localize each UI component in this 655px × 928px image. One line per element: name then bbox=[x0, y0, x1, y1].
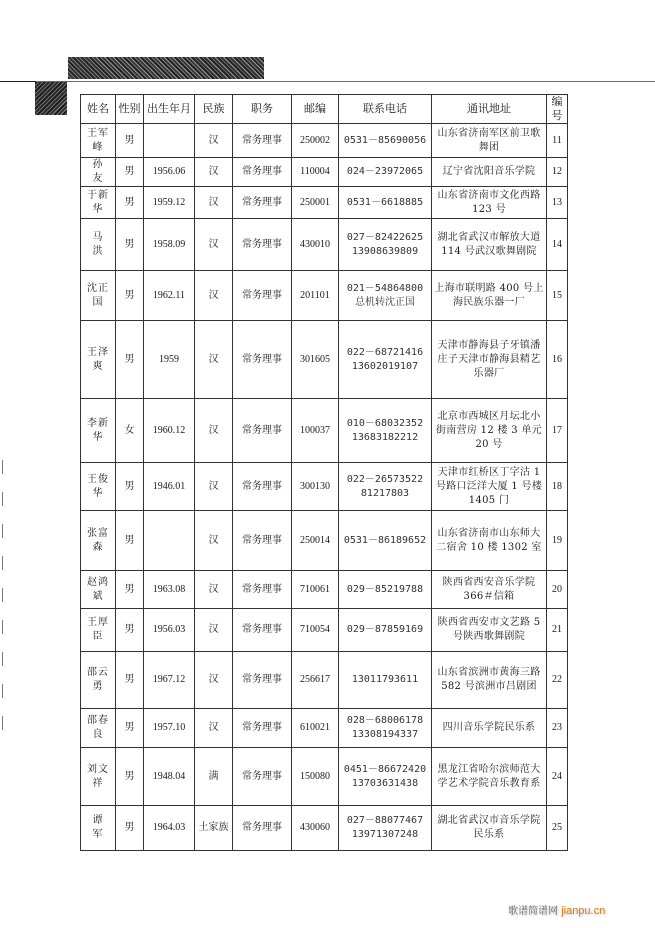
cell-zip: 610021 bbox=[292, 709, 339, 748]
cell-name: 刘文祥 bbox=[81, 748, 116, 806]
phone-line: 13602019107 bbox=[351, 360, 419, 372]
cell-number: 12 bbox=[547, 158, 568, 187]
margin-tick bbox=[2, 716, 3, 730]
cell-ethnicity: 汉 bbox=[195, 463, 233, 511]
cell-name: 孙 友 bbox=[81, 158, 116, 187]
cell-position: 常务理事 bbox=[233, 124, 292, 158]
cell-address: 山东省济南市山东师大二宿舍 10 楼 1302 室 bbox=[432, 511, 547, 571]
cell-birth: 1948.04 bbox=[144, 748, 195, 806]
cell-birth: 1963.08 bbox=[144, 571, 195, 609]
cell-name: 李新华 bbox=[81, 399, 116, 463]
cell-number: 16 bbox=[547, 321, 568, 399]
margin-tick bbox=[2, 684, 3, 698]
table-row bbox=[81, 463, 568, 511]
cell-name: 谭 军 bbox=[81, 806, 116, 851]
cell-address: 四川音乐学院民乐系 bbox=[432, 709, 547, 748]
cell-sex: 女 bbox=[116, 399, 144, 463]
cell-phone bbox=[339, 124, 432, 158]
header-texture-bar bbox=[68, 57, 264, 79]
table-row bbox=[81, 748, 568, 806]
phone-line: 0531－6618885 bbox=[346, 196, 424, 208]
cell-birth: 1962.11 bbox=[144, 271, 195, 321]
cell-phone bbox=[339, 463, 432, 511]
cell-name: 马 洪 bbox=[81, 219, 116, 271]
cell-zip: 300130 bbox=[292, 463, 339, 511]
cell-phone bbox=[339, 399, 432, 463]
cell-sex: 男 bbox=[116, 571, 144, 609]
phone-line: 13908639809 bbox=[351, 245, 419, 257]
table-row bbox=[81, 511, 568, 571]
cell-phone bbox=[339, 652, 432, 709]
cell-name: 赵鸿斌 bbox=[81, 571, 116, 609]
cell-number: 11 bbox=[547, 124, 568, 158]
header-number: 编号 bbox=[547, 95, 568, 124]
table-row bbox=[81, 124, 568, 158]
cell-ethnicity: 汉 bbox=[195, 321, 233, 399]
cell-name: 张富森 bbox=[81, 511, 116, 571]
phone-line: 81217803 bbox=[360, 487, 410, 499]
cell-position: 常务理事 bbox=[233, 399, 292, 463]
table-row bbox=[81, 271, 568, 321]
cell-birth: 1959.12 bbox=[144, 187, 195, 219]
cell-ethnicity: 汉 bbox=[195, 219, 233, 271]
margin-tick bbox=[2, 588, 3, 602]
cell-position: 常务理事 bbox=[233, 571, 292, 609]
phone-line: 021－54864800 bbox=[346, 282, 424, 294]
margin-tick bbox=[2, 524, 3, 538]
cell-address: 湖北省武汉市解放大道 114 号武汉歌舞剧院 bbox=[432, 219, 547, 271]
cell-sex: 男 bbox=[116, 511, 144, 571]
table-row bbox=[81, 609, 568, 652]
cell-birth: 1959 bbox=[144, 321, 195, 399]
header-position: 职务 bbox=[233, 95, 292, 124]
cell-number: 24 bbox=[547, 748, 568, 806]
cell-position: 常务理事 bbox=[233, 463, 292, 511]
phone-line: 027－88077467 bbox=[346, 815, 424, 826]
cell-phone bbox=[339, 321, 432, 399]
cell-name: 王泽爽 bbox=[81, 321, 116, 399]
cell-name: 沈正国 bbox=[81, 271, 116, 321]
cell-ethnicity: 汉 bbox=[195, 399, 233, 463]
header-rule-left bbox=[0, 81, 36, 82]
phone-line: 022－68721416 bbox=[346, 346, 424, 358]
table-row bbox=[81, 652, 568, 709]
table-row bbox=[81, 321, 568, 399]
table-row bbox=[81, 571, 568, 609]
table-row bbox=[81, 187, 568, 219]
cell-sex: 男 bbox=[116, 463, 144, 511]
cell-position: 常务理事 bbox=[233, 709, 292, 748]
cell-sex: 男 bbox=[116, 321, 144, 399]
cell-phone bbox=[339, 806, 432, 851]
cell-address: 陕西省西安市文艺路 5 号陕西歌舞剧院 bbox=[432, 609, 547, 652]
cell-zip: 110004 bbox=[292, 158, 339, 187]
header-phone: 联系电话 bbox=[339, 95, 432, 124]
cell-zip: 150080 bbox=[292, 748, 339, 806]
cell-phone bbox=[339, 187, 432, 219]
cell-ethnicity: 土家族 bbox=[195, 806, 233, 851]
cell-address: 山东省济南市文化西路 123 号 bbox=[432, 187, 547, 219]
cell-position: 常务理事 bbox=[233, 652, 292, 709]
cell-position: 常务理事 bbox=[233, 806, 292, 851]
cell-phone bbox=[339, 709, 432, 748]
phone-line: 0531－85690056 bbox=[343, 134, 427, 146]
cell-birth: 1957.10 bbox=[144, 709, 195, 748]
cell-address: 北京市西城区月坛北小街南营房 12 楼 3 单元 20 号 bbox=[432, 399, 547, 463]
cell-phone bbox=[339, 571, 432, 609]
cell-ethnicity: 满 bbox=[195, 748, 233, 806]
cell-address: 山东省济南军区前卫歌舞团 bbox=[432, 124, 547, 158]
cell-name: 王俊华 bbox=[81, 463, 116, 511]
cell-sex: 男 bbox=[116, 709, 144, 748]
cell-sex: 男 bbox=[116, 219, 144, 271]
table-row bbox=[81, 399, 568, 463]
cell-position: 常务理事 bbox=[233, 271, 292, 321]
cell-address: 山东省滨洲市黄海三路 582 号滨洲市吕剧团 bbox=[432, 652, 547, 709]
watermark-site-name: 歌谱简谱网 bbox=[508, 906, 558, 917]
cell-zip: 250001 bbox=[292, 187, 339, 219]
cell-sex: 男 bbox=[116, 271, 144, 321]
cell-address: 辽宁省沈阳音乐学院 bbox=[432, 158, 547, 187]
cell-number: 13 bbox=[547, 187, 568, 219]
corner-texture-block bbox=[35, 82, 67, 115]
cell-sex: 男 bbox=[116, 158, 144, 187]
cell-number: 23 bbox=[547, 709, 568, 748]
phone-line: 13683182212 bbox=[351, 431, 419, 443]
cell-address: 黑龙江省哈尔滨师范大学艺术学院音乐教育系 bbox=[432, 748, 547, 806]
table-row bbox=[81, 158, 568, 187]
cell-zip: 430010 bbox=[292, 219, 339, 271]
cell-position: 常务理事 bbox=[233, 748, 292, 806]
cell-sex: 男 bbox=[116, 748, 144, 806]
cell-address: 上海市联明路 400 号上海民族乐器一厂 bbox=[432, 271, 547, 321]
cell-number: 15 bbox=[547, 271, 568, 321]
cell-ethnicity: 汉 bbox=[195, 511, 233, 571]
cell-number: 17 bbox=[547, 399, 568, 463]
cell-birth bbox=[144, 124, 195, 158]
cell-zip: 710061 bbox=[292, 571, 339, 609]
header-address: 通讯地址 bbox=[432, 95, 547, 124]
cell-number: 21 bbox=[547, 609, 568, 652]
cell-name: 邵春良 bbox=[81, 709, 116, 748]
cell-zip: 256617 bbox=[292, 652, 339, 709]
cell-zip: 301605 bbox=[292, 321, 339, 399]
table-row bbox=[81, 806, 568, 851]
cell-address: 陕西省西安音乐学院 366＃信箱 bbox=[432, 571, 547, 609]
phone-line: 028－68006178 bbox=[346, 715, 424, 726]
table-row bbox=[81, 709, 568, 748]
phone-line: 0451－86672420 bbox=[343, 763, 427, 775]
watermark bbox=[508, 902, 605, 917]
cell-phone bbox=[339, 511, 432, 571]
cell-zip: 100037 bbox=[292, 399, 339, 463]
cell-zip: 710054 bbox=[292, 609, 339, 652]
cell-birth bbox=[144, 511, 195, 571]
cell-birth: 1967.12 bbox=[144, 652, 195, 709]
cell-phone bbox=[339, 748, 432, 806]
phone-line: 029－87859169 bbox=[346, 624, 424, 635]
phone-line: 022－26573522 bbox=[346, 473, 424, 485]
margin-tick bbox=[2, 620, 3, 634]
phone-line: 010－68032352 bbox=[346, 417, 424, 429]
cell-birth: 1964.03 bbox=[144, 806, 195, 851]
cell-name: 于新华 bbox=[81, 187, 116, 219]
cell-position: 常务理事 bbox=[233, 321, 292, 399]
cell-zip: 250014 bbox=[292, 511, 339, 571]
phone-line: 024－23972065 bbox=[346, 166, 424, 177]
cell-sex: 男 bbox=[116, 124, 144, 158]
cell-ethnicity: 汉 bbox=[195, 124, 233, 158]
cell-ethnicity: 汉 bbox=[195, 709, 233, 748]
cell-birth: 1956.06 bbox=[144, 158, 195, 187]
header-name: 姓名 bbox=[81, 95, 116, 124]
phone-line: 13011793611 bbox=[351, 674, 419, 685]
cell-position: 常务理事 bbox=[233, 609, 292, 652]
cell-ethnicity: 汉 bbox=[195, 187, 233, 219]
cell-address: 天津市静海县子牙镇潘庄子天津市静海县精艺乐器厂 bbox=[432, 321, 547, 399]
phone-line: 027－82422625 bbox=[346, 231, 424, 243]
cell-phone bbox=[339, 219, 432, 271]
cell-birth: 1958.09 bbox=[144, 219, 195, 271]
cell-phone bbox=[339, 271, 432, 321]
cell-phone bbox=[339, 158, 432, 187]
cell-sex: 男 bbox=[116, 609, 144, 652]
margin-tick bbox=[2, 492, 3, 506]
cell-sex: 男 bbox=[116, 806, 144, 851]
cell-zip: 201101 bbox=[292, 271, 339, 321]
cell-name: 王军峰 bbox=[81, 124, 116, 158]
cell-name: 邵云勇 bbox=[81, 652, 116, 709]
header-birth: 出生年月 bbox=[144, 95, 195, 124]
cell-ethnicity: 汉 bbox=[195, 571, 233, 609]
phone-line: 029－85219788 bbox=[346, 583, 424, 595]
phone-line: 0531－86189652 bbox=[343, 534, 427, 546]
phone-line: 总机转沈正国 bbox=[355, 296, 415, 308]
cell-number: 25 bbox=[547, 806, 568, 851]
table-header-row bbox=[81, 95, 568, 124]
binding-margin-marks bbox=[0, 460, 8, 750]
phone-line: 13703631438 bbox=[351, 777, 419, 789]
cell-position: 常务理事 bbox=[233, 219, 292, 271]
cell-address: 湖北省武汉市音乐学院民乐系 bbox=[432, 806, 547, 851]
header-rule bbox=[0, 81, 655, 82]
cell-position: 常务理事 bbox=[233, 158, 292, 187]
cell-birth: 1956.03 bbox=[144, 609, 195, 652]
cell-birth: 1946.01 bbox=[144, 463, 195, 511]
cell-zip: 250002 bbox=[292, 124, 339, 158]
cell-number: 22 bbox=[547, 652, 568, 709]
header-zip: 邮编 bbox=[292, 95, 339, 124]
cell-ethnicity: 汉 bbox=[195, 652, 233, 709]
cell-name: 王厚臣 bbox=[81, 609, 116, 652]
table-row bbox=[81, 219, 568, 271]
margin-tick bbox=[2, 652, 3, 666]
member-roster-table bbox=[80, 94, 568, 851]
cell-number: 20 bbox=[547, 571, 568, 609]
cell-position: 常务理事 bbox=[233, 187, 292, 219]
cell-ethnicity: 汉 bbox=[195, 609, 233, 652]
cell-phone bbox=[339, 609, 432, 652]
margin-tick bbox=[2, 556, 3, 570]
margin-tick bbox=[2, 460, 3, 474]
cell-number: 14 bbox=[547, 219, 568, 271]
cell-birth: 1960.12 bbox=[144, 399, 195, 463]
cell-number: 18 bbox=[547, 463, 568, 511]
cell-sex: 男 bbox=[116, 652, 144, 709]
header-sex: 性别 bbox=[116, 95, 144, 124]
cell-number: 19 bbox=[547, 511, 568, 571]
cell-zip: 430060 bbox=[292, 806, 339, 851]
watermark-domain: jianpu.cn bbox=[561, 905, 606, 917]
cell-address: 天津市红桥区丁字沽 1 号路口泛洋大厦 1 号楼 1405 门 bbox=[432, 463, 547, 511]
phone-line: 13971307248 bbox=[351, 829, 419, 840]
cell-position: 常务理事 bbox=[233, 511, 292, 571]
phone-line: 13308194337 bbox=[351, 729, 419, 740]
header-ethnicity: 民族 bbox=[195, 95, 233, 124]
cell-ethnicity: 汉 bbox=[195, 158, 233, 187]
cell-ethnicity: 汉 bbox=[195, 271, 233, 321]
cell-sex: 男 bbox=[116, 187, 144, 219]
